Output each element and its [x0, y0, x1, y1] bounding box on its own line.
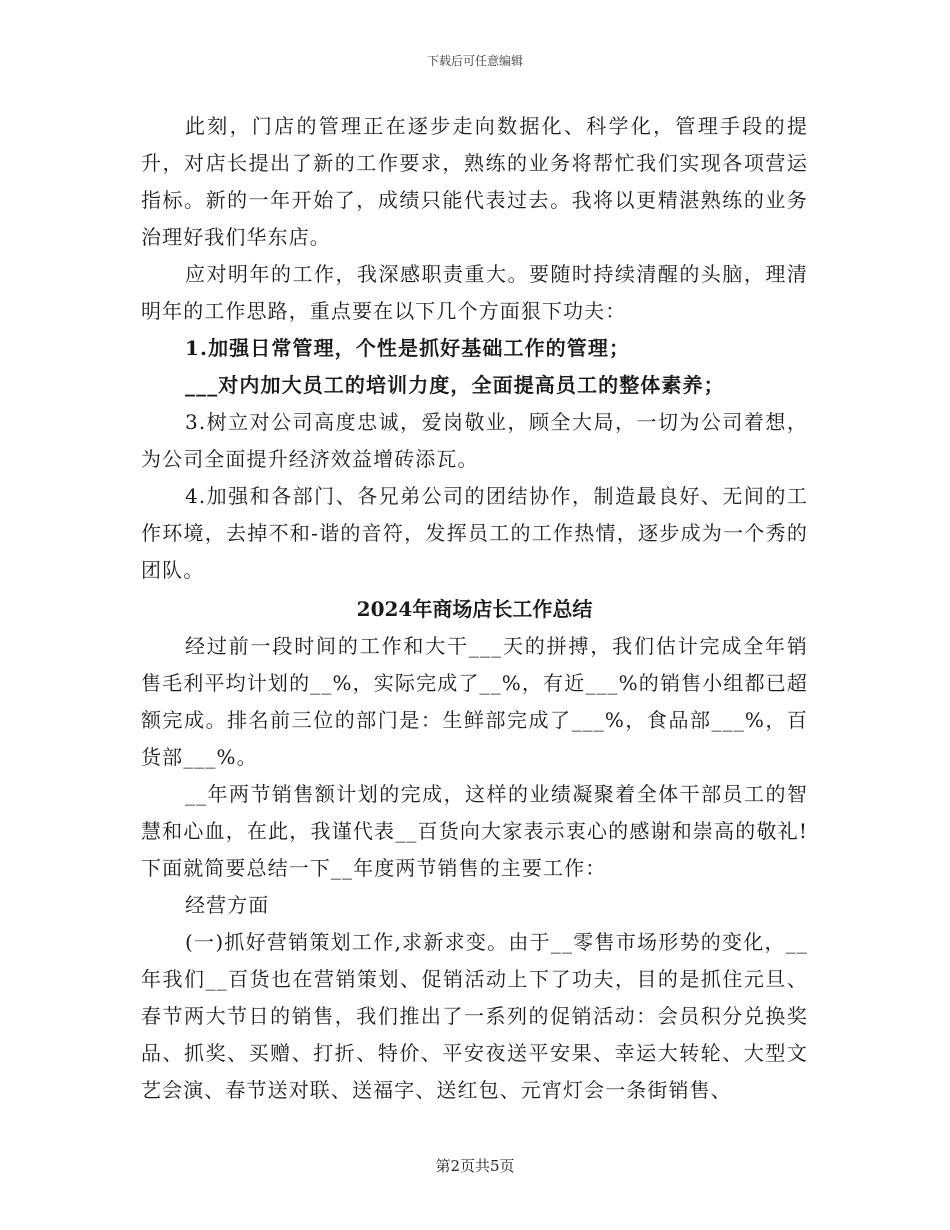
page-number: 第2页共5页 — [435, 1157, 515, 1175]
document-body — [141, 108, 808, 1109]
section-title: 2024年商场店长工作总结 — [356, 597, 593, 621]
subheading-operations: 经营方面 — [185, 893, 270, 917]
header-note: 下载后可任意编辑 — [426, 54, 523, 68]
paragraph-store-management: 此刻，门店的管理正在逐步走向数据化、科学化，管理手段的提升，对店长提出了新的工作要求，熟练的业务将帮忙我们实现各项营运指标。新的一年开始了，成绩只能代表过去。我将以更精湛熟练的业务治理好我们华东店。 — [141, 114, 808, 249]
list-item-1: 1.加强日常管理，个性是抓好基础工作的管理； — [185, 336, 631, 360]
paragraph-thanks: __年两节销售额计划的完成，这样的业绩凝聚着全体干部员工的智慧和心血，在此，我谨代表__百货向大家表示衷心的感谢和崇高的敬礼!下面就简要总结一下__年度两节销售的主要工作： — [141, 782, 808, 880]
list-item-4: 4.加强和各部门、各兄弟公司的团结协作，制造最良好、无间的工作环境，去掉不和-谐的音符，发挥员工的工作热情，逐步成为一个秀的团队。 — [141, 484, 808, 582]
paragraph-marketing: (一)抓好营销策划工作,求新求变。由于__零售市场形势的变化，__年我们__百货也在营销策划、促销活动上下了功夫，目的是抓住元旦、春节两大节日的销售，我们推出了一系列的促销活动：会员积分兑换奖品、抓奖、买赠、打折、特价、平安夜送平安果、幸运大转轮、大型文艺会演、春节送对联、送福字、送红包、元宵灯会一条街销售、 — [141, 930, 808, 1102]
list-item-3: 3.树立对公司高度忠诚，爱岗敬业，顾全大局，一切为公司着想，为公司全面提升经济效益增砖添瓦。 — [141, 410, 808, 471]
paragraph-next-year-plan: 应对明年的工作，我深感职责重大。要随时持续清醒的头脑，理清明年的工作思路，重点要在以下几个方面狠下功夫： — [141, 262, 808, 323]
list-item-2: ___对内加大员工的培训力度，全面提高员工的整体素养； — [185, 373, 725, 397]
paragraph-sales-results: 经过前一段时间的工作和大干___天的拼搏，我们估计完成全年销售毛利平均计划的__%，实际完成了__%，有近___%的销售小组都已超额完成。排名前三位的部门是：生鲜部完成了___%，食品部___%，百货部___%。 — [141, 634, 808, 769]
